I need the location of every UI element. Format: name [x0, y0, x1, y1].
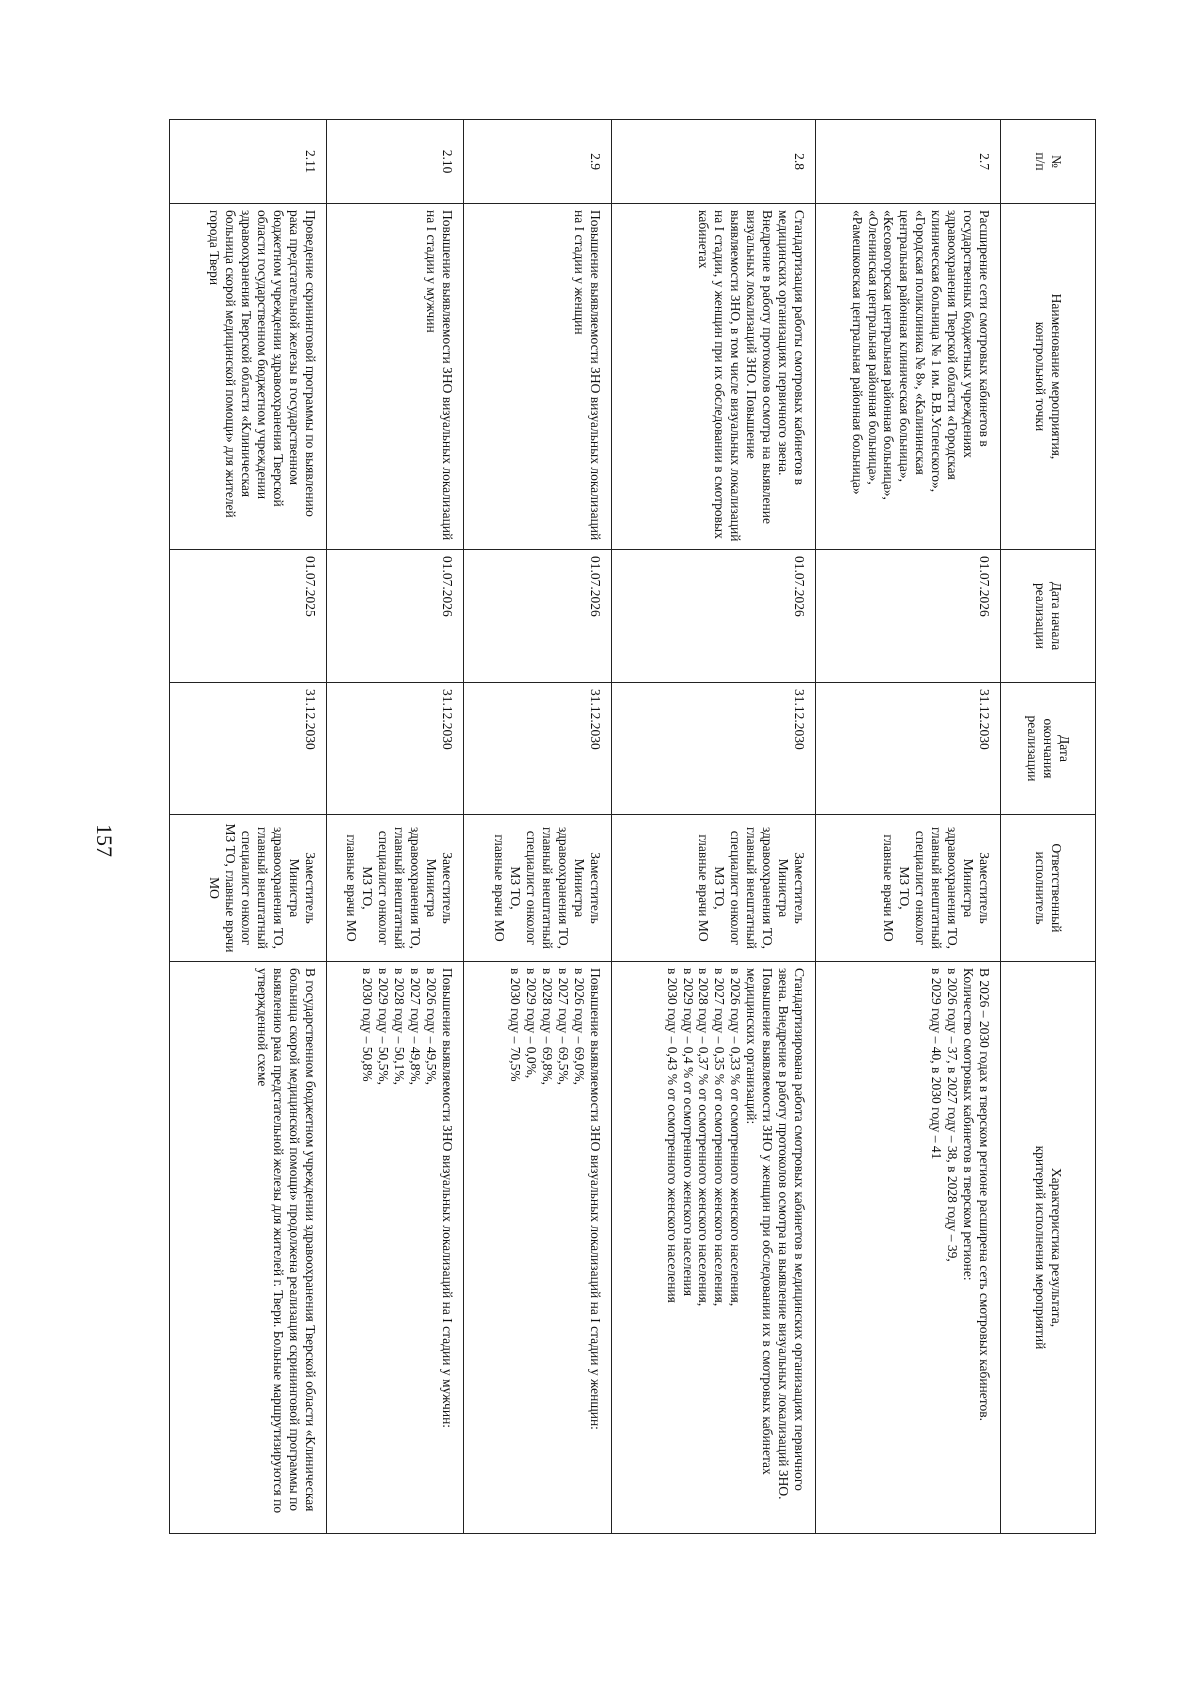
- row-number: 2.8: [612, 120, 816, 204]
- row-characteristic: Повышение выявляемости ЗНО визуальных локализаций на I стадии у женщин: в 2026 году – 69,0%, в 2027 году – 69,5%, в 2028 году – 69,8%, в 2029 году – 0,0%, в 2030 году – 70,5%: [464, 962, 612, 1534]
- row-end-date: 31.12.2030: [612, 683, 816, 815]
- row-characteristic: В 2026 – 2030 годах в тверском регионе расширена сеть смотровых кабинетов. Количество смотровых кабинетов в тверском регионе: в 2026 году – 37, в 2027 году – 38, в 2028 году – 39, в 2029 году – 40, в 2030 году – 41: [816, 962, 1001, 1534]
- header-num: № п/п: [1001, 120, 1096, 204]
- table-row: [612, 120, 816, 1534]
- table-header-row: [1001, 120, 1096, 1534]
- row-responsible: Заместитель Министра здравоохранения ТО, главный внештатный специалист онколог МЗ ТО, главные врачи МО: [327, 815, 464, 962]
- row-end-date: 31.12.2030: [327, 683, 464, 815]
- row-end-date: 31.12.2030: [816, 683, 1001, 815]
- row-end-date: 31.12.2030: [170, 683, 327, 815]
- row-start-date: 01.07.2026: [816, 550, 1001, 683]
- page-number: 157: [92, 824, 117, 857]
- header-responsible: Ответственный исполнитель: [1001, 815, 1096, 962]
- header-end: Дата окончания реализации: [1001, 683, 1096, 815]
- header-characteristic: Характеристика результата, критерий исполнения мероприятий: [1001, 962, 1096, 1534]
- action-plan-table: [169, 119, 1096, 1534]
- header-name: Наименование мероприятия, контрольной точки: [1001, 204, 1096, 550]
- row-responsible: Заместитель Министра здравоохранения ТО, главный внештатный специалист онколог МЗ ТО, главные врачи МО: [464, 815, 612, 962]
- row-number: 2.10: [327, 120, 464, 204]
- row-name: Стандартизация работы смотровых кабинетов в медицинских организациях первичного звена. Внедрение в работу протоколов осмотра на выявление визуальных локализаций ЗНО. Повышение выявляемости ЗНО, в том числе визуальных локализаций на I стадии, у женщин при их обследовании в смотровых кабинетах: [612, 204, 816, 550]
- row-characteristic: В государственном бюджетном учреждении здравоохранения Тверской области «Клиническая больница скорой медицинской помощи» продолжена реализация скрининговой программы по выявлению рака предстательной железы для жителей г. Твери. Больные маршрутизируются по утвержденной схеме: [170, 962, 327, 1534]
- row-name: Расширение сети смотровых кабинетов в государственных бюджетных учреждениях здравоохранения Тверской области «Городская клиническая больница № 1 им. В.В.Успенского», «Городская поликлиника № 8», «Калининская центральная районная клиническая больница», «Кесовогорская центральная районная больница», «Оленинская центральная районная больница», «Рамешковская центральная районная больница»: [816, 204, 1001, 550]
- row-characteristic: Стандартизирована работа смотровых кабинетов в медицинских организациях первичного звена. Внедрение в работу протоколов осмотра на выявление визуальных локализаций ЗНО. Повышение выявляемости ЗНО у женщин при обследовании их в смотровых кабинетах медицинских организаций: в 2026 году – 0,33 % от осмотренного женского населения, в 2027 году – 0,35 % от осмотренного женского населения, в 2028 году – 0,37 % от осмотренного женского населения, в 2029 году – 0,4 % от осмотренного женского населения в 2030 году – 0,43 % от осмотренного женского населения: [612, 962, 816, 1534]
- table-row: [816, 120, 1001, 1534]
- row-number: 2.11: [170, 120, 327, 204]
- header-start: Дата начала реализации: [1001, 550, 1096, 683]
- row-start-date: 01.07.2026: [612, 550, 816, 683]
- row-end-date: 31.12.2030: [464, 683, 612, 815]
- table-row: [170, 120, 327, 1534]
- row-responsible: Заместитель Министра здравоохранения ТО, главный внештатный специалист онколог МЗ ТО, главные врачи МО: [612, 815, 816, 962]
- row-start-date: 01.07.2026: [464, 550, 612, 683]
- table-row: [464, 120, 612, 1534]
- row-number: 2.9: [464, 120, 612, 204]
- row-characteristic: Повышение выявляемости ЗНО визуальных локализаций на I стадии у мужчин: в 2026 году – 49,5%, в 2027 году – 49,8%, в 2028 году – 50,1%, в 2029 году – 50,5%, в 2030 году – 50,8%: [327, 962, 464, 1534]
- row-name: Проведение скрининговой программы по выявлению рака предстательной железы в государственном бюджетном учреждении здравоохранения Тверской области государственном бюджетном учреждении здравоохранения Тверской области «Клиническая больница скорой медицинской помощи» для жителей города Твери: [170, 204, 327, 550]
- table-row: [327, 120, 464, 1534]
- row-start-date: 01.07.2025: [170, 550, 327, 683]
- row-number: 2.7: [816, 120, 1001, 204]
- row-name: Повышение выявляемости ЗНО визуальных локализаций на I стадии у женщин: [464, 204, 612, 550]
- rotated-table-wrapper: [170, 119, 1096, 1533]
- row-responsible: Заместитель Министра здравоохранения ТО, главный внештатный специалист онколог МЗ ТО, главные врачи МО: [170, 815, 327, 962]
- row-name: Повышение выявляемости ЗНО визуальных локализаций на I стадии у мужчин: [327, 204, 464, 550]
- row-responsible: Заместитель Министра здравоохранения ТО, главный внештатный специалист онколог МЗ ТО, главные врачи МО: [816, 815, 1001, 962]
- row-start-date: 01.07.2026: [327, 550, 464, 683]
